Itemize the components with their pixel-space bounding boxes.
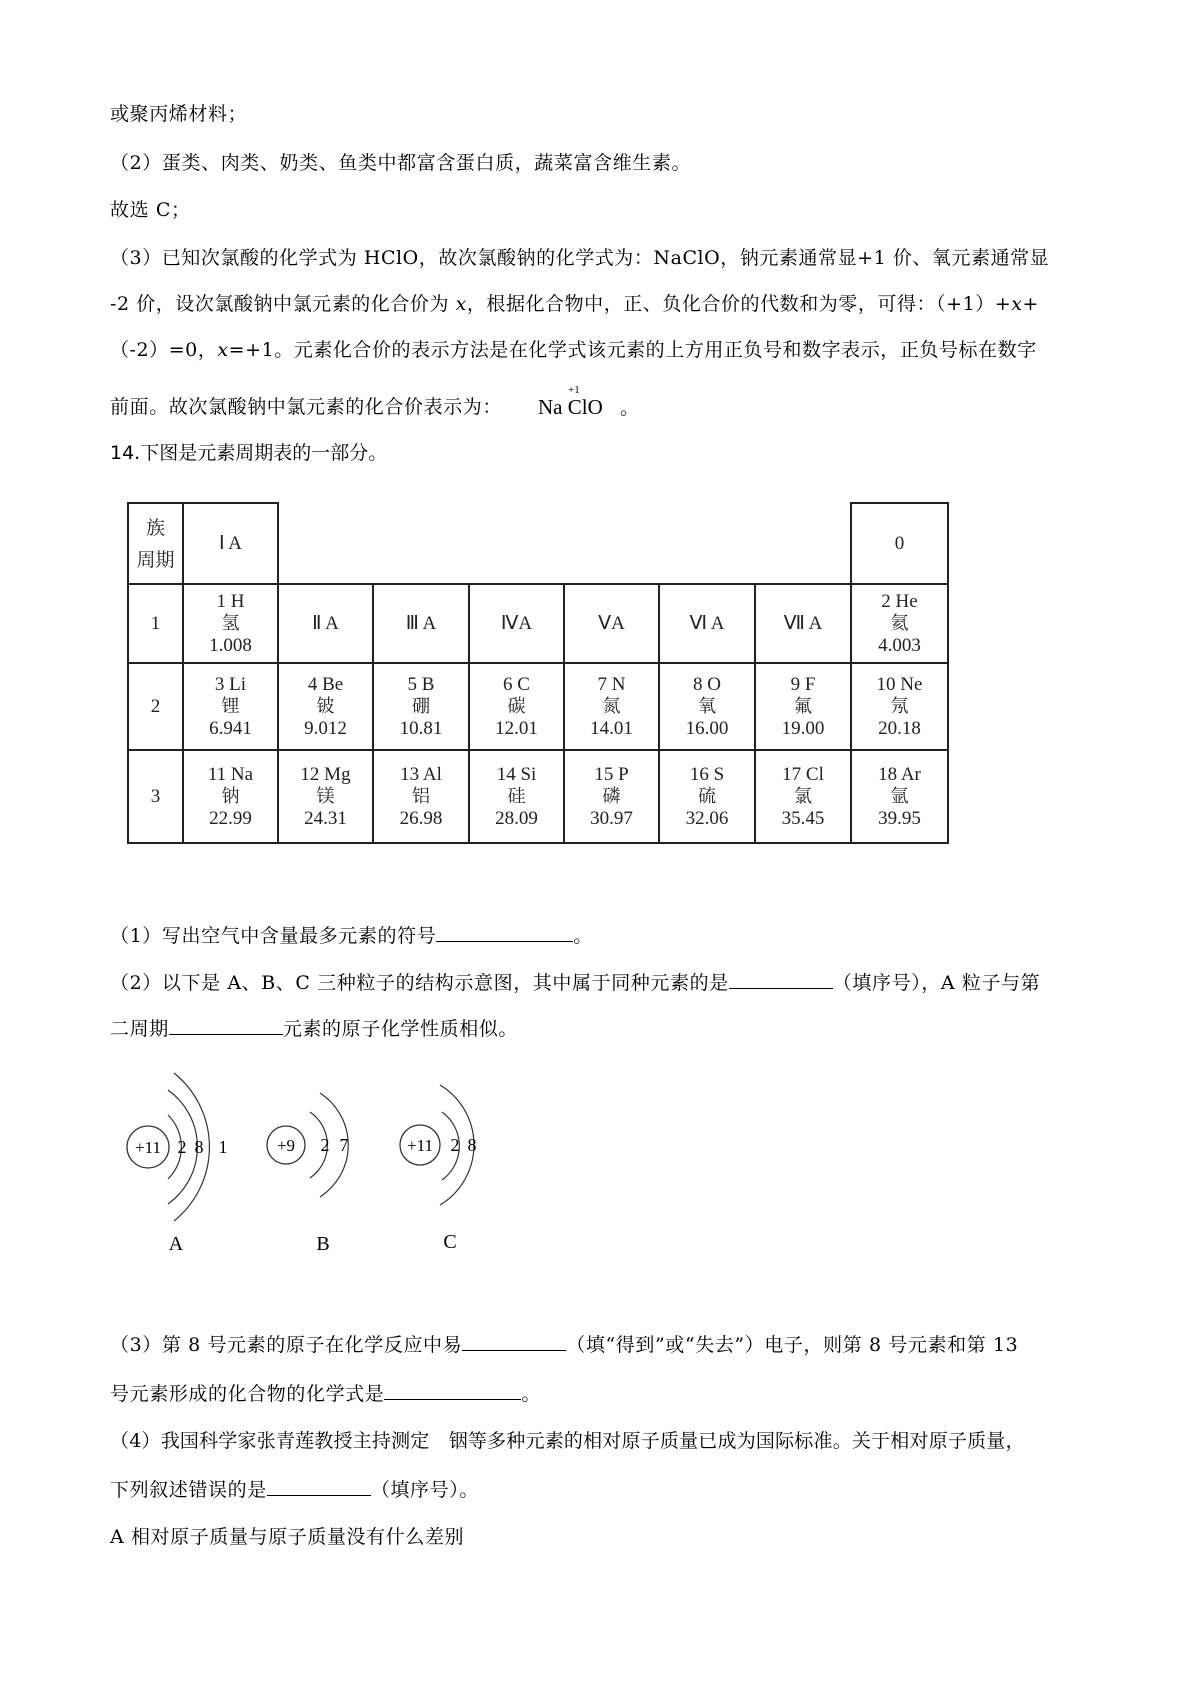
shell-electrons: 2 xyxy=(177,1137,187,1157)
element-cell xyxy=(469,663,564,750)
element-number-symbol: 9 F xyxy=(790,673,816,695)
text: 元素的原子化学性质相似。 xyxy=(282,1018,519,1040)
text: -2 价，设次氯酸钠中氯元素的化合价为 xyxy=(110,293,456,315)
element-mass: 39.95 xyxy=(878,807,921,829)
text: 二周期 xyxy=(110,1018,169,1040)
element-mass: 26.98 xyxy=(399,807,443,829)
variable-x: x xyxy=(1011,293,1023,315)
element-name: 氖 xyxy=(890,695,909,717)
text-line: 前面。故次氯酸钠中氯元素的化合价表示为： xyxy=(110,396,503,418)
element-number-symbol: 2 He xyxy=(881,590,918,612)
element-name: 硅 xyxy=(507,785,526,807)
question-line xyxy=(110,970,1040,995)
text: 。 xyxy=(521,1383,542,1405)
element-number-symbol: 7 N xyxy=(597,673,626,695)
text-line xyxy=(110,338,1037,362)
question-line xyxy=(110,1332,1018,1357)
group-header: ⅤA xyxy=(564,584,659,663)
period-label: 周期 xyxy=(136,548,175,571)
text: 号元素形成的化合物的化学式是 xyxy=(110,1383,385,1405)
valence-superscript: +1 xyxy=(568,384,580,396)
element-number-symbol: 8 O xyxy=(693,673,721,695)
nucleus-charge: +11 xyxy=(407,1136,433,1155)
element-name: 镁 xyxy=(316,785,335,807)
option-a: A 相对原子质量与原子质量没有什么差别 xyxy=(110,1526,465,1548)
element-number-symbol: 14 Si xyxy=(496,763,537,785)
text: （1）写出空气中含量最多元素的符号 xyxy=(110,925,437,947)
text: （3）第 8 号元素的原子在化学反应中易 xyxy=(110,1334,463,1356)
element-cell xyxy=(469,750,564,843)
text: （填“得到”或“失去”）电子，则第 8 号元素和第 13 xyxy=(566,1334,1019,1356)
question-line xyxy=(110,1477,479,1502)
shell-electrons: 7 xyxy=(339,1135,349,1155)
element-number-symbol: 6 C xyxy=(503,673,530,695)
element-name: 氦 xyxy=(890,612,909,634)
text: =+1。元素化合价的表示方法是在化学式该元素的上方用正负号和数字表示，正负号标在数字 xyxy=(228,339,1037,361)
element-cell xyxy=(183,663,278,750)
formula-base: Na ClO xyxy=(538,395,603,419)
group-label: 族 xyxy=(145,516,165,539)
answer-blank[interactable] xyxy=(384,1381,521,1400)
atom-label-c: C xyxy=(443,1231,457,1253)
group-header: Ⅶ A xyxy=(755,584,851,663)
answer-blank[interactable] xyxy=(169,1016,283,1035)
element-mass: 6.941 xyxy=(209,717,252,739)
table-row xyxy=(128,663,948,750)
element-mass: 24.31 xyxy=(304,807,347,829)
element-number-symbol: 13 Al xyxy=(400,763,442,785)
text: （填序号），A 粒子与第 xyxy=(832,972,1041,994)
periodic-table xyxy=(127,502,949,844)
element-mass: 4.003 xyxy=(878,634,921,656)
corner-cell xyxy=(128,503,183,584)
element-number-symbol: 12 Mg xyxy=(300,763,351,785)
element-name: 氟 xyxy=(794,695,812,717)
period-number: 3 xyxy=(128,750,183,843)
answer-blank[interactable] xyxy=(729,970,833,989)
answer-blank[interactable] xyxy=(267,1477,371,1496)
element-name: 氮 xyxy=(602,695,621,717)
element-number-symbol: 4 Be xyxy=(307,673,344,695)
atom-diagram-a xyxy=(127,1073,228,1255)
element-name: 氯 xyxy=(794,785,812,807)
element-mass: 14.01 xyxy=(590,717,633,739)
atom-label-b: B xyxy=(316,1233,330,1255)
element-name: 氧 xyxy=(698,695,716,717)
element-mass: 19.00 xyxy=(781,717,825,739)
element-number-symbol: 17 Cl xyxy=(782,763,824,785)
element-name: 铍 xyxy=(316,695,335,717)
element-name: 磷 xyxy=(602,785,621,807)
text: （2）以下是 A、B、C 三种粒子的结构示意图，其中属于同种元素的是 xyxy=(110,972,729,994)
atom-diagram-c xyxy=(400,1085,477,1253)
period-number: 2 xyxy=(128,663,183,750)
element-number-symbol: 16 S xyxy=(689,763,725,785)
group-header: ⅣA xyxy=(469,584,564,663)
text: 下列叙述错误的是 xyxy=(110,1479,267,1501)
element-mass: 16.00 xyxy=(685,717,729,739)
group-header: Ⅰ A xyxy=(183,503,278,584)
element-name: 钠 xyxy=(221,785,240,807)
text: + xyxy=(1022,293,1039,315)
element-name: 氢 xyxy=(221,612,240,634)
element-cell xyxy=(278,750,373,843)
element-name: 锂 xyxy=(221,695,240,717)
element-name: 硼 xyxy=(412,695,430,717)
element-mass: 1.008 xyxy=(209,634,252,656)
element-mass: 22.99 xyxy=(209,807,252,829)
nucleus-charge: +9 xyxy=(276,1136,296,1155)
element-cell xyxy=(564,750,659,843)
element-cell xyxy=(659,663,755,750)
table-header-row xyxy=(128,503,948,584)
group-header: Ⅲ A xyxy=(373,584,469,663)
element-cell xyxy=(851,584,948,663)
element-cell xyxy=(183,750,278,843)
answer-blank[interactable] xyxy=(462,1332,566,1351)
element-mass: 28.09 xyxy=(495,807,538,829)
element-cell xyxy=(373,750,469,843)
element-cell xyxy=(851,750,948,843)
element-number-symbol: 18 Ar xyxy=(878,763,921,785)
period-number: 1 xyxy=(128,584,183,663)
group-header: 0 xyxy=(851,503,948,584)
empty-header xyxy=(278,503,851,584)
element-name: 硫 xyxy=(698,785,716,807)
element-cell xyxy=(564,663,659,750)
element-mass: 32.06 xyxy=(685,807,729,829)
text-line: 故选 C； xyxy=(110,199,191,221)
question-line: （4）我国科学家张青莲教授主持测定 铟等多种元素的相对原子质量已成为国际标准。关于相对原子质量， xyxy=(110,1430,1025,1452)
element-name: 碳 xyxy=(507,695,526,717)
shell-electrons: 1 xyxy=(218,1137,228,1157)
group-header: Ⅱ A xyxy=(278,584,373,663)
element-mass: 20.18 xyxy=(878,717,921,739)
period-mark: 。 xyxy=(620,398,640,419)
question-heading: 14.下图是元素周期表的一部分。 xyxy=(110,442,388,464)
shell-electrons: 2 xyxy=(450,1135,460,1155)
text-line: （2）蛋类、肉类、奶类、鱼类中都富含蛋白质，蔬菜富含维生素。 xyxy=(110,152,692,174)
atom-diagram-b xyxy=(267,1093,349,1255)
element-number-symbol: 11 Na xyxy=(207,763,254,785)
text: 。 xyxy=(573,925,593,947)
element-number-symbol: 3 Li xyxy=(214,673,247,695)
element-number-symbol: 1 H xyxy=(216,590,245,612)
text-line xyxy=(110,292,1039,316)
element-mass: 12.01 xyxy=(495,717,538,739)
element-number-symbol: 5 B xyxy=(407,673,435,695)
answer-blank[interactable] xyxy=(436,923,573,942)
shell-electrons: 2 xyxy=(320,1135,330,1155)
element-mass: 10.81 xyxy=(399,717,443,739)
atom-label-a: A xyxy=(168,1233,184,1255)
atom-structure-diagrams xyxy=(110,1060,530,1270)
element-cell xyxy=(755,750,851,843)
text: ，根据化合物中，正、负化合价的代数和为零，可得：（+1）+ xyxy=(466,293,1012,315)
text: （填序号）。 xyxy=(370,1479,479,1501)
element-mass: 9.012 xyxy=(304,717,347,739)
element-name: 铝 xyxy=(412,785,430,807)
text: （-2）=0， xyxy=(110,339,218,361)
element-cell xyxy=(278,663,373,750)
text-line: 或聚丙烯材料； xyxy=(110,103,248,125)
question-line xyxy=(110,1381,541,1406)
variable-x: x xyxy=(455,293,467,315)
element-cell xyxy=(851,663,948,750)
table-row xyxy=(128,584,948,663)
element-number-symbol: 15 P xyxy=(594,763,629,785)
element-mass: 35.45 xyxy=(781,807,825,829)
text-line: （3）已知次氯酸的化学式为 HClO，故次氯酸钠的化学式为：NaClO，钠元素通常显+1 价、氧元素通常显 xyxy=(110,247,1050,269)
question-line xyxy=(110,1016,518,1041)
shell-electrons: 8 xyxy=(194,1137,204,1157)
nucleus-charge: +11 xyxy=(135,1138,161,1157)
variable-x: x xyxy=(217,339,229,361)
element-cell xyxy=(183,584,278,663)
group-header: Ⅵ A xyxy=(659,584,755,663)
element-cell xyxy=(659,750,755,843)
element-cell xyxy=(373,663,469,750)
element-number-symbol: 10 Ne xyxy=(876,673,923,695)
element-mass: 30.97 xyxy=(590,807,633,829)
element-cell xyxy=(755,663,851,750)
table-row xyxy=(128,750,948,843)
shell-electrons: 8 xyxy=(467,1135,477,1155)
element-name: 氩 xyxy=(890,785,909,807)
question-line xyxy=(110,923,593,948)
